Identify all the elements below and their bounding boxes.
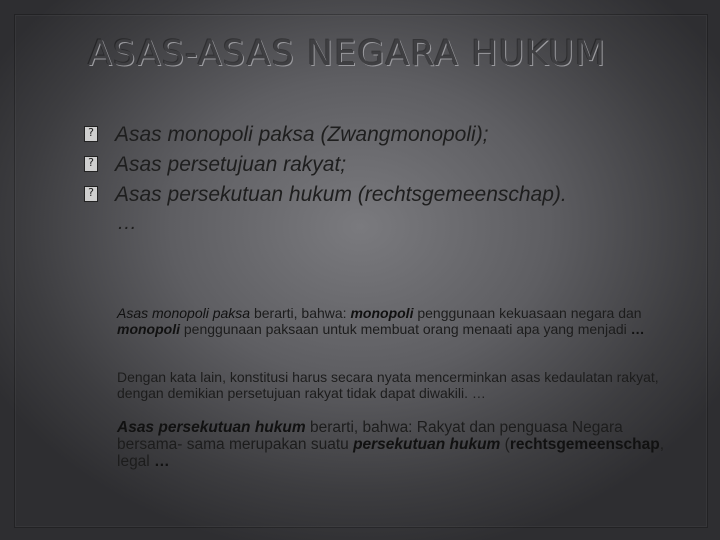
- paragraph-emphasis: monopoli: [350, 305, 414, 321]
- paragraph-text: penggunaan paksaan untuk membuat orang menaati apa yang menjadi: [180, 321, 631, 337]
- bullet-item: [84, 183, 704, 213]
- paragraph-emphasis: monopoli: [117, 321, 180, 337]
- paragraph-lead-term: Asas monopoli paksa: [117, 305, 251, 321]
- bullet-item: [84, 123, 704, 153]
- paragraph-ellipsis: …: [630, 321, 645, 337]
- bullet-ellipsis: …: [117, 212, 137, 234]
- paragraph-text: penggunaan kekuasaan negara dan: [413, 305, 642, 321]
- paragraph-text: (: [500, 436, 510, 453]
- paragraph-text: berarti, bahwa: Rakyat dan penguasa Negara bersama- sama merupakan suatu: [117, 419, 623, 453]
- bullet-text: Asas persetujuan rakyat;: [115, 153, 347, 176]
- paragraph-lead-term: Asas persekutuan hukum: [117, 419, 306, 436]
- paragraph-kedaulatan-rakyat: Dengan kata lain, konstitusi harus secara nyata mencerminkan asas kedaulatan rakyat, dengan demikian persetujuan rakyat tidak dapat diwakili. …: [117, 369, 659, 401]
- paragraph-emphasis: persekutuan hukum: [353, 436, 501, 453]
- bullet-text: Asas monopoli paksa (Zwangmonopoli);: [115, 123, 489, 146]
- paragraph-persekutuan-hukum: [117, 419, 677, 470]
- paragraph-text: , legal: [117, 436, 665, 470]
- paragraph-monopoli-paksa: [117, 305, 677, 337]
- missing-glyph-bullet-icon: [84, 156, 98, 172]
- slide-title: ASAS-ASAS NEGARA HUKUM: [88, 34, 607, 74]
- bullet-list: [84, 123, 704, 213]
- paragraph-ellipsis: …: [154, 453, 170, 470]
- bullet-item: [84, 153, 704, 183]
- paragraph-text: berarti, bahwa:: [250, 305, 351, 321]
- bullet-text: Asas persekutuan hukum (rechtsgemeenschap).: [115, 183, 567, 206]
- missing-glyph-bullet-icon: [84, 126, 98, 142]
- missing-glyph-bullet-icon: [84, 186, 98, 202]
- paragraph-emphasis: rechtsgemeenschap: [509, 436, 660, 453]
